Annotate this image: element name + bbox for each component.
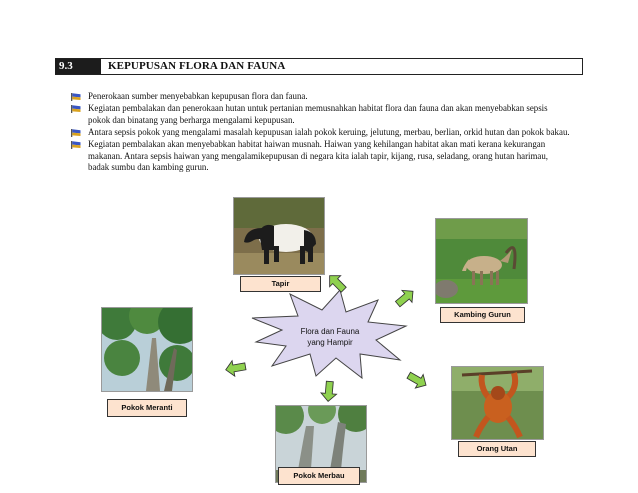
pokok-meranti-photo	[101, 307, 193, 392]
arrow-to-merbau-icon	[316, 377, 342, 405]
bullet-item	[70, 139, 570, 175]
bullet-text: Kegiatan pembalakan dan penerokaan hutan untuk pertanian memusnahkan habitat flora dan fauna dan akan menyebabkan sepsis pokok dan binatang yang berharga mengalami kepupusan.	[88, 102, 548, 125]
arrow-to-orang-utan-icon	[403, 367, 431, 393]
arrow-to-tapir-icon	[324, 270, 350, 296]
bullet-list	[70, 91, 570, 174]
center-text	[285, 326, 375, 348]
bullet-text: Kegiatan pembalakan akan menyebabkan habitat haiwan musnah. Haiwan yang kehilangan habitat akan mati kerana kekurangan makanan. Antara sepsis haiwan yang mengalamikepupusan di negara kita ialah tapir, kijang, rusa, seladang, orang hutan harimau, badak sumbu dan kambing gurun.	[88, 138, 549, 173]
section-title: KEPUPUSAN FLORA DAN FAUNA	[108, 60, 286, 72]
pokok-merbau-label: Pokok Merbau	[278, 467, 360, 485]
orang-utan-label: Orang Utan	[458, 441, 536, 457]
section-number: 9.3	[55, 59, 101, 74]
bullet-flag-icon	[71, 105, 81, 113]
bullet-item	[70, 127, 570, 139]
bullet-flag-icon	[71, 129, 81, 137]
bullet-flag-icon	[71, 141, 81, 149]
bullet-text: Penerokaan sumber menyebabkan kepupusan flora dan fauna.	[88, 91, 308, 101]
arrow-to-meranti-icon	[222, 355, 250, 381]
orang-utan-photo	[451, 366, 544, 440]
kambing-gurun-label: Kambing Gurun	[440, 307, 525, 323]
pokok-meranti-label: Pokok Meranti	[107, 399, 187, 417]
header-rule-bottom	[55, 74, 583, 75]
bullet-flag-icon	[71, 93, 81, 101]
kambing-gurun-photo	[435, 218, 528, 304]
center-text-line1: Flora dan Fauna	[300, 327, 360, 336]
bullet-item	[70, 91, 570, 103]
bullet-text: Antara sepsis pokok yang mengalami masalah kepupusan ialah pokok keruing, jelutung, merbau, berlian, orkid hutan dan pokok bakau.	[88, 126, 570, 137]
arrow-to-kambing-icon	[392, 285, 418, 311]
tapir-photo	[233, 197, 325, 275]
tapir-label: Tapir	[240, 276, 321, 292]
header-rule-right	[582, 58, 583, 75]
bullet-item	[70, 103, 570, 127]
center-text-line2: yang Hampir	[307, 338, 353, 347]
